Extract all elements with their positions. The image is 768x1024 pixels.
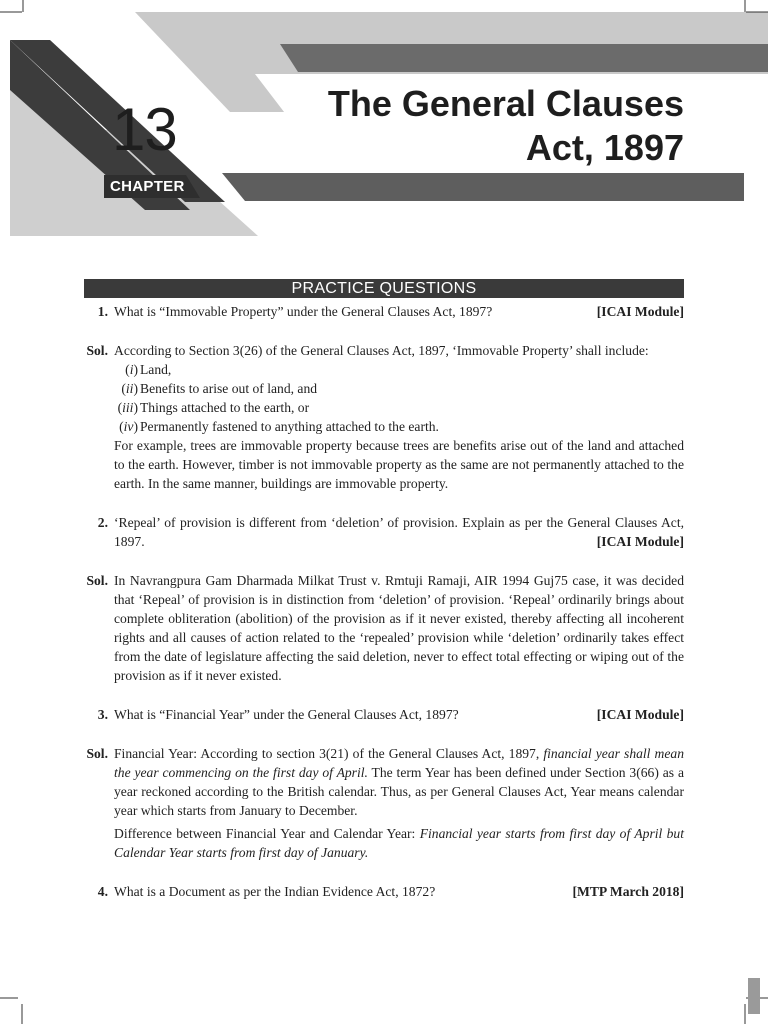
list-item: (i) Land, xyxy=(125,362,172,377)
list-item: (ii) Benefits to arise out of land, and xyxy=(121,381,318,396)
chapter-label: CHAPTER xyxy=(110,178,185,195)
section-banner: PRACTICE QUESTIONS xyxy=(84,279,684,298)
solution-label: Sol. xyxy=(86,573,108,588)
question-text: What is “Immovable Property” under the General Clauses Act, 1897? xyxy=(114,304,493,319)
question-number: 1. xyxy=(97,304,108,319)
solution-label: Sol. xyxy=(86,343,108,358)
chapter-title-line2: Act, 1897 xyxy=(525,127,684,168)
question-text: ‘Repeal’ of provision is different from ‘deletion’ of provision. Explain as per the General Clauses Act, 1897. xyxy=(114,515,684,549)
chapter-title-line1: The General Clauses xyxy=(327,83,684,124)
list-item: (iii) Things attached to the earth, or xyxy=(117,400,310,415)
source-tag: [ICAI Module] xyxy=(596,534,684,549)
source-tag: [ICAI Module] xyxy=(596,707,684,722)
question-number: 2. xyxy=(97,515,108,530)
question-2 xyxy=(84,513,684,551)
question-number: 4. xyxy=(97,884,108,899)
question-4 xyxy=(84,882,684,901)
solution-label: Sol. xyxy=(86,746,108,761)
question-3 xyxy=(84,705,684,724)
question-text: What is a Document as per the Indian Evidence Act, 1872? xyxy=(114,884,436,899)
source-tag: [ICAI Module] xyxy=(596,304,684,319)
solution-text: In Navrangpura Gam Dharmada Milkat Trust v. Rmtuji Ramaji, AIR 1994 Guj75 case, it was decided that ‘Repeal’ of provision is in distinction from ‘deletion’ of provision. ‘Repeal’ ordinarily brings about complete obliteration (abolition) of the provision as if it never existed, thereby affecting all incoherent rights and all causes of action related to the ‘repealed’ provision while ‘deletion’ ordinarily takes effect from the date of legislature affecting the said deletion, never to effect total effecting or wiping out of the provision as if it never existed. xyxy=(114,573,684,683)
solution-text: According to Section 3(26) of the General Clauses Act, 1897, ‘Immovable Property’ shall include: xyxy=(114,343,649,358)
page-edge-marker xyxy=(748,978,760,1014)
source-tag: [MTP March 2018] xyxy=(572,884,684,899)
list-item: (iv) Permanently fastened to anything attached to the earth. xyxy=(119,419,439,434)
solution-paragraph: Difference between Financial Year and Calendar Year: Financial year starts from first day of April but Calendar Year starts from first day of January. xyxy=(114,826,684,860)
solution-2 xyxy=(84,571,684,685)
solution-paragraph: For example, trees are immovable property because trees are benefits arise out of the land and attached to the earth. However, timber is not immovable property as the same are not permanently attached to the earth. In the same manner, buildings are immovable property. xyxy=(114,438,684,491)
question-text: What is “Financial Year” under the General Clauses Act, 1897? xyxy=(114,707,459,722)
solution-1 xyxy=(84,341,684,360)
questions-content xyxy=(84,302,684,901)
chapter-number: 13 xyxy=(112,96,177,163)
question-number: 3. xyxy=(97,707,108,722)
solution-3: Sol. Financial Year: According to section 3(21) of the General Clauses Act, 1897, financial year shall mean the year commencing on the first day of April. The term Year has been defined under Section 3(66) as a year reckoned according to the British calendar. Thus, as per General Clauses Act, Year means calendar year which starts from January to December. xyxy=(84,744,684,820)
question-1 xyxy=(84,302,684,321)
